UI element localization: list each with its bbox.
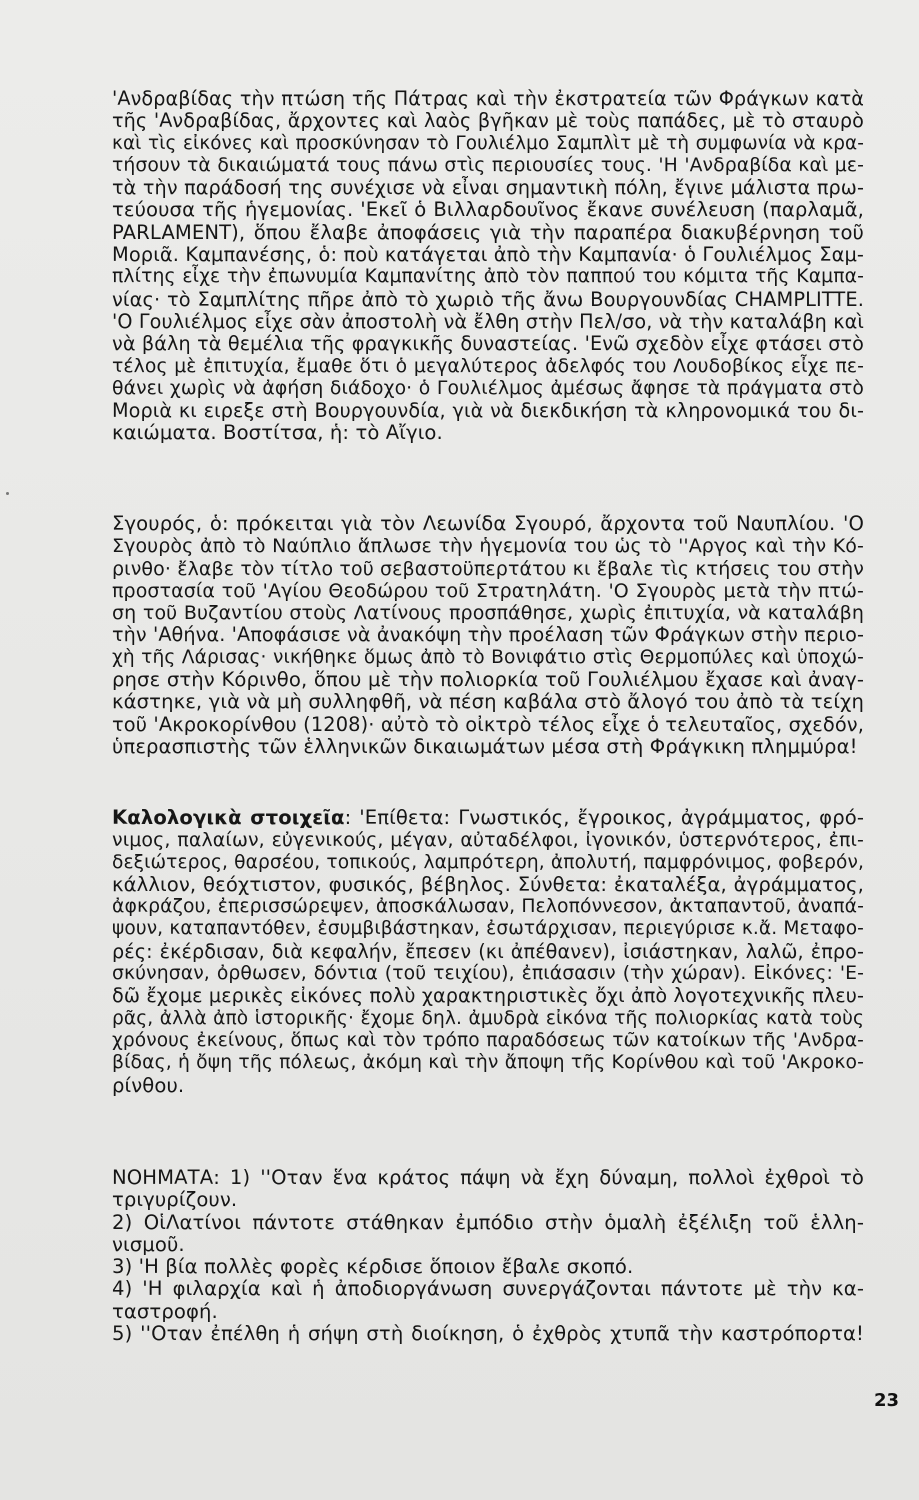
text-line: βίδας, ἡ ὄψη τῆς πόλεως, ἀκόμη καὶ τὴν ἄποψη τῆς Κορίνθου καὶ τοῦ 'Ακροκο- bbox=[112, 1052, 864, 1074]
paragraph-sgouros bbox=[112, 513, 864, 758]
text-line: κάλλιον, θεόχτιστον, φυσικός, βέβηλος. Σύνθετα: ἐκαταλέξα, ἀγράμματος, bbox=[112, 872, 864, 896]
text-line: δῶ ἔχομε μερικὲς εἰκόνες πολὺ χαρακτηριστικὲς ὄχι ἀπὸ λογοτεχνικῆς πλευ- bbox=[112, 984, 864, 1008]
margin-mark bbox=[6, 492, 9, 495]
text-line: νιμος, παλαίων, εὐγενικούς, μέγαν, αὐταδέλφοι, ἰγονικόν, ὑστερνότερος, ἐπι- bbox=[112, 829, 864, 852]
text-line: ἀφκράζου, ἐπερισσώρεψεν, ἀποσκάλωσαν, Πελοπόννεσον, ἀκταπαντοῦ, ἀναπά- bbox=[112, 896, 864, 918]
text-line: τέλος μὲ ἐπιτυχία, ἔμαθε ὅτι ὁ μεγαλύτερος ἀδελφός του Λουδοβίκος εἶχε πε- bbox=[112, 355, 864, 377]
text-line: σκύνησαν, ὀρθωσεν, δόντια (τοῦ τειχίου), ἐπιάσασιν (τὴν χώραν). Εἰκόνες: 'Ε- bbox=[112, 963, 864, 985]
section-heading: Καλολογικὰ στοιχεῖα bbox=[112, 806, 345, 829]
text-line: τριγυρίζουν. bbox=[112, 1188, 238, 1212]
text-line: Μοριὰ κι ειρεξε στὴ Βουργουνδία, γιὰ νὰ διεκδικήση τὰ κληρονομικά του δι- bbox=[112, 399, 864, 423]
text-line: ταστροφή. bbox=[112, 1299, 218, 1323]
text-line: 'Ο Γουλιέλμος εἶχε σὰν ἀποστολὴ νὰ ἔλθη στὴν Πελ/σο, νὰ τὴν καταλάβη καὶ bbox=[112, 309, 864, 333]
text-line: νισμοῦ. bbox=[112, 1232, 185, 1256]
paragraph-literary-elements bbox=[112, 807, 864, 1097]
text-line: ὑπερασπιστὴς τῶν ἑλληνικῶν δικαιωμάτων μέσα στὴ Φράγκικη πλημμύρα! bbox=[112, 734, 858, 758]
text-line: κάστηκε, γιὰ νὰ μὴ συλληφθῆ, νὰ πέση καβάλα στὸ ἄλογό του ἀπὸ τὰ τείχη bbox=[112, 690, 864, 714]
text-line: Σγουρὸς ἀπὸ τὸ Ναύπλιο ἅπλωσε τὴν ἡγεμονία του ὡς τὸ ''Αργος καὶ τὴν Κό- bbox=[112, 535, 864, 558]
text-line: 2) ΟἱΛατίνοι πάντοτε στάθηκαν ἐμπόδιο στὴν ὁμαλὴ ἐξέλιξη τοῦ ἑλλη- bbox=[112, 1210, 864, 1234]
text-line bbox=[112, 807, 864, 829]
text-line: πλίτης εἶχε τὴν ἐπωνυμία Καμπανίτης ἀπὸ τὸν παππού του κόμιτα τῆς Καμπα- bbox=[112, 266, 864, 288]
paragraph-meanings bbox=[112, 1167, 864, 1345]
text-line: ρές: ἐκέρδισαν, διὰ κεφαλήν, ἔπεσεν (κι ἀπέθανεν), ἰσιάστηκαν, λαλῶ, ἐπρο- bbox=[112, 939, 864, 963]
text-line: τῆς 'Ανδραβίδας, ἄρχοντες καὶ λαὸς βγῆκαν μὲ τοὺς παπάδες, μὲ τὸ σταυρὸ bbox=[112, 109, 864, 133]
text-line: 3) 'Η βία πολλὲς φορὲς κέρδισε ὅποιον ἔβαλε σκοπό. bbox=[112, 1255, 634, 1279]
text-line: ΝΟΗΜΑΤΑ: 1) ''Οταν ἕνα κράτος πάψη νὰ ἔχη δύναμη, πολλοὶ ἐχθροὶ τὸ bbox=[112, 1166, 864, 1189]
text-line: καιώματα. Βοστίτσα, ἡ: τὸ Αἴγιο. bbox=[112, 421, 443, 445]
heading-line-rest: : 'Επίθετα: Γνωστικός, ἔγροικος, ἀγράμματος, φρό- bbox=[344, 806, 865, 829]
text-line: Σγουρός, ὁ: πρόκειται γιὰ τὸν Λεωνίδα Σγουρό, ἄρχοντα τοῦ Ναυπλίου. 'Ο bbox=[112, 512, 864, 535]
text-line: ση τοῦ Βυζαντίου στοὺς Λατίνους προσπάθησε, χωρὶς ἐπιτυχία, νὰ καταλάβη bbox=[112, 602, 864, 625]
text-line: ψουν, καταπαντόθεν, ἐσυμβιβάστηκαν, ἐσωτάρχισαν, περιεγύρισε κ.ἄ. Μεταφο- bbox=[112, 918, 864, 940]
text-line: τοῦ 'Ακροκορίνθου (1208)· αὐτὸ τὸ οἰκτρὸ τέλος εἶχε ὁ τελευταῖος, σχεδόν, bbox=[112, 712, 864, 736]
text-line: νίας· τὸ Σαμπλίτης πῆρε ἀπὸ τὸ χωριὸ τῆς ἄνω Βουργουνδίας CHAMPLITTE. bbox=[112, 287, 864, 311]
text-line: νὰ βάλη τὰ θεμέλια τῆς φραγκικῆς δυναστείας. 'Ενῶ σχεδὸν εἶχε φτάσει στὸ bbox=[112, 332, 864, 356]
paragraph-andravida bbox=[112, 88, 864, 445]
text-line: ρινθο· ἔλαβε τὸν τίτλο τοῦ σεβαστοϋπερτάτου κι ἔβαλε τὶς κτήσεις του στὴν bbox=[112, 557, 864, 580]
text-line: χὴ τῆς Λάρισας· νικήθηκε ὅμως ἀπὸ τὸ Βονιφάτιο στὶς Θερμοπύλες καὶ ὑποχώ- bbox=[112, 646, 864, 668]
text-line: ρᾶς, ἀλλὰ ἀπὸ ἱστορικῆς· ἔχομε δηλ. ἀμυδρὰ εἰκόνα τῆς πολιορκίας κατὰ τοὺς bbox=[112, 1007, 864, 1029]
text-line: τὰ τὴν παράδοσή της συνέχισε νὰ εἶναι σημαντικὴ πόλη, ἔγινε μάλιστα πρω- bbox=[112, 176, 864, 200]
text-line: τὴν 'Αθήνα. 'Αποφάσισε νὰ ἀνακόψη τὴν προέλαση τῶν Φράγκων στὴν περιο- bbox=[112, 623, 864, 647]
text-line: τήσουν τὰ δικαιώματά τους πάνω στὶς περιουσίες τους. 'Η 'Ανδραβίδα καὶ με- bbox=[112, 154, 864, 176]
text-line: ρίνθου. bbox=[112, 1073, 185, 1097]
text-line: 'Ανδραβίδας τὴν πτώση τῆς Πάτρας καὶ τὴν ἐκστρατεία τῶν Φράγκων κατὰ bbox=[112, 87, 864, 110]
text-line: Μοριᾶ. Καμπανέσης, ὁ: ποὺ κατάγεται ἀπὸ τὴν Καμπανία· ὁ Γουλιέλμος Σαμ- bbox=[112, 243, 864, 267]
text-line: χρόνους ἐκείνους, ὅπως καὶ τὸν τρόπο παραδόσεως τῶν κατοίκων τῆς 'Ανδρα- bbox=[112, 1029, 864, 1051]
text-line: PARLAMENT), ὅπου ἔλαβε ἀποφάσεις γιὰ τὴν παραπέρα διακυβέρνηση τοῦ bbox=[112, 220, 864, 244]
text-line: καὶ τὶς εἰκόνες καὶ προσκύνησαν τὸ Γουλιέλμο Σαμπλὶτ μὲ τὴ συμφωνία νὰ κρα- bbox=[112, 132, 864, 154]
text-line: ρησε στὴν Κόρινθο, ὅπου μὲ τὴν πολιορκία τοῦ Γουλιέλμου ἔχασε καὶ ἀναγ- bbox=[112, 668, 864, 692]
text-line: θάνει χωρὶς νὰ ἀφήση διάδοχο· ὁ Γουλιέλμος ἀμέσως ἄφησε τὰ πράγματα στὸ bbox=[112, 377, 864, 399]
page-number: 23 bbox=[873, 1390, 899, 1411]
text-line: προστασία τοῦ 'Αγίου Θεοδώρου τοῦ Στρατηλάτη. 'Ο Σγουρὸς μετὰ τὴν πτώ- bbox=[112, 579, 864, 602]
text-line: 4) 'Η φιλαρχία καὶ ἡ ἀποδιοργάνωση συνεργάζονται πάντοτε μὲ τὴν κα- bbox=[112, 1277, 864, 1301]
text-line: 5) ''Οταν ἐπέλθη ἡ σήψη στὴ διοίκηση, ὁ ἐχθρὸς χτυπᾶ τὴν καστρόπορτα! bbox=[112, 1322, 864, 1346]
text-line: δεξιώτερος, θαρσέου, τοπικούς, λαμπρότερη, ἀπολυτή, παμφρόνιμος, φοβερόν, bbox=[112, 851, 864, 873]
text-line: τεύουσα τῆς ἡγεμονίας. 'Εκεῖ ὁ Βιλλαρδουῖνος ἔκανε συνέλευση (παρλαμᾶ, bbox=[112, 198, 864, 222]
